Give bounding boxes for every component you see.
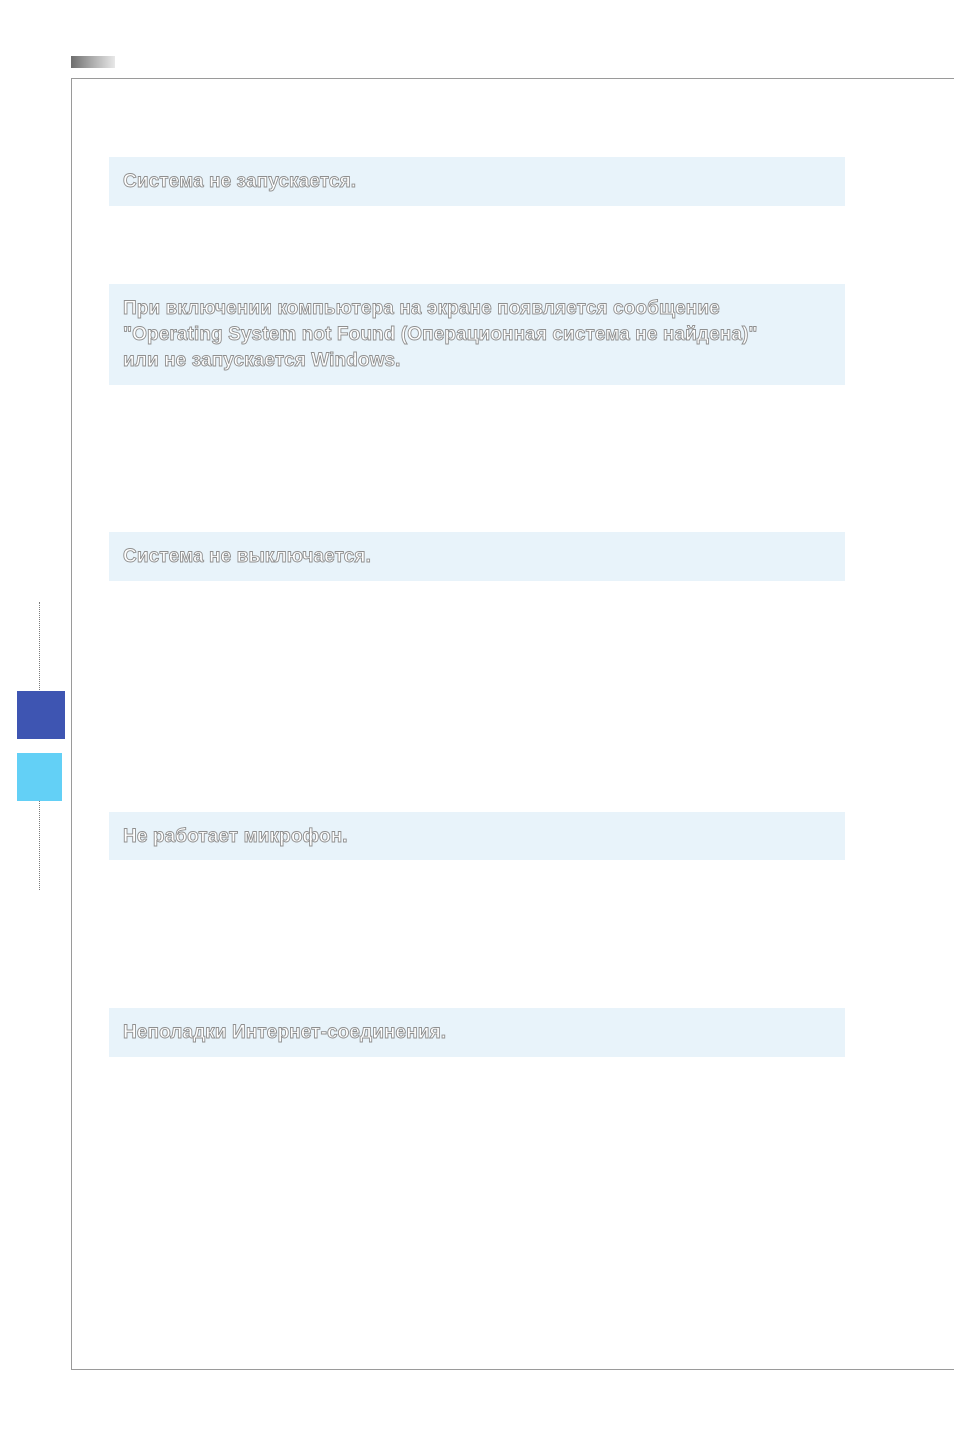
- problem-box-system-not-start: [109, 157, 845, 206]
- page-frame: [71, 78, 954, 1370]
- problem-heading: Система не запускается.: [123, 171, 357, 192]
- problem-box-microphone: [109, 812, 845, 860]
- problem-heading: Не работает микрофон.: [123, 826, 348, 847]
- problem-box-system-not-shutdown: [109, 532, 845, 581]
- side-dotted-line-top: [39, 602, 40, 690]
- side-dotted-line-bottom: [39, 801, 40, 890]
- problem-heading: Система не выключается.: [123, 546, 371, 567]
- problem-box-internet: [109, 1008, 845, 1057]
- problem-heading: При включении компьютера на экране появляется сообщение "Operating System not Found (Операционная система не найдена)" или не запускается Windows.: [123, 298, 758, 371]
- side-tab-light: [17, 753, 62, 801]
- header-gradient-mark: [71, 56, 115, 68]
- side-tab-dark: [17, 691, 65, 739]
- problem-box-os-not-found: [109, 284, 845, 385]
- problem-heading: Неполадки Интернет-соединения.: [123, 1022, 447, 1043]
